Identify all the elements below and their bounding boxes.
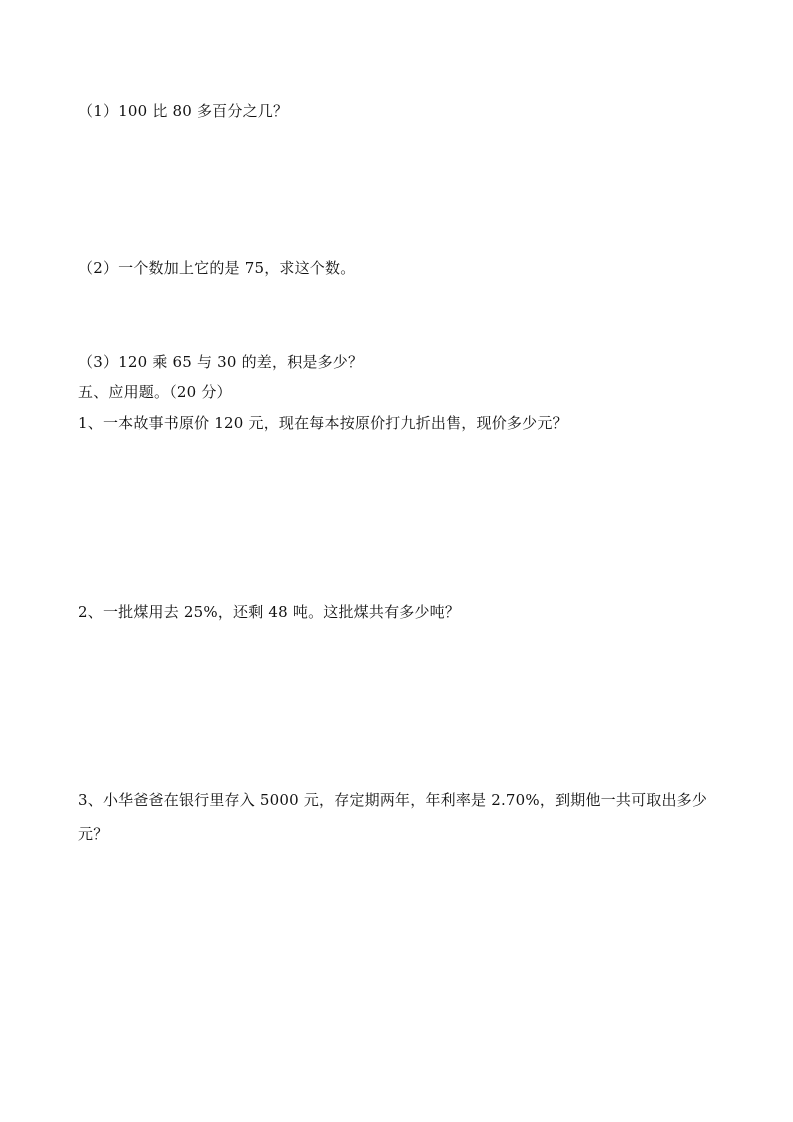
question-2: （2）一个数加上它的是 75，求这个数。: [78, 259, 356, 277]
problem-2: 2、一批煤用去 25%，还剩 48 吨。这批煤共有多少吨？: [78, 603, 461, 621]
problem-1: 1、一本故事书原价 120 元，现在每本按原价打九折出售，现价多少元？: [78, 414, 568, 432]
problem-3: 3、小华爸爸在银行里存入 5000 元，存定期两年，年利率是 2.70%，到期他一共可取出多少元？: [78, 791, 708, 843]
question-3: （3）120 乘 65 与 30 的差，积是多少？: [78, 353, 364, 371]
section-title: 五、应用题。（20 分）: [78, 383, 232, 401]
question-1: （1）100 比 80 多百分之几？: [78, 102, 289, 120]
